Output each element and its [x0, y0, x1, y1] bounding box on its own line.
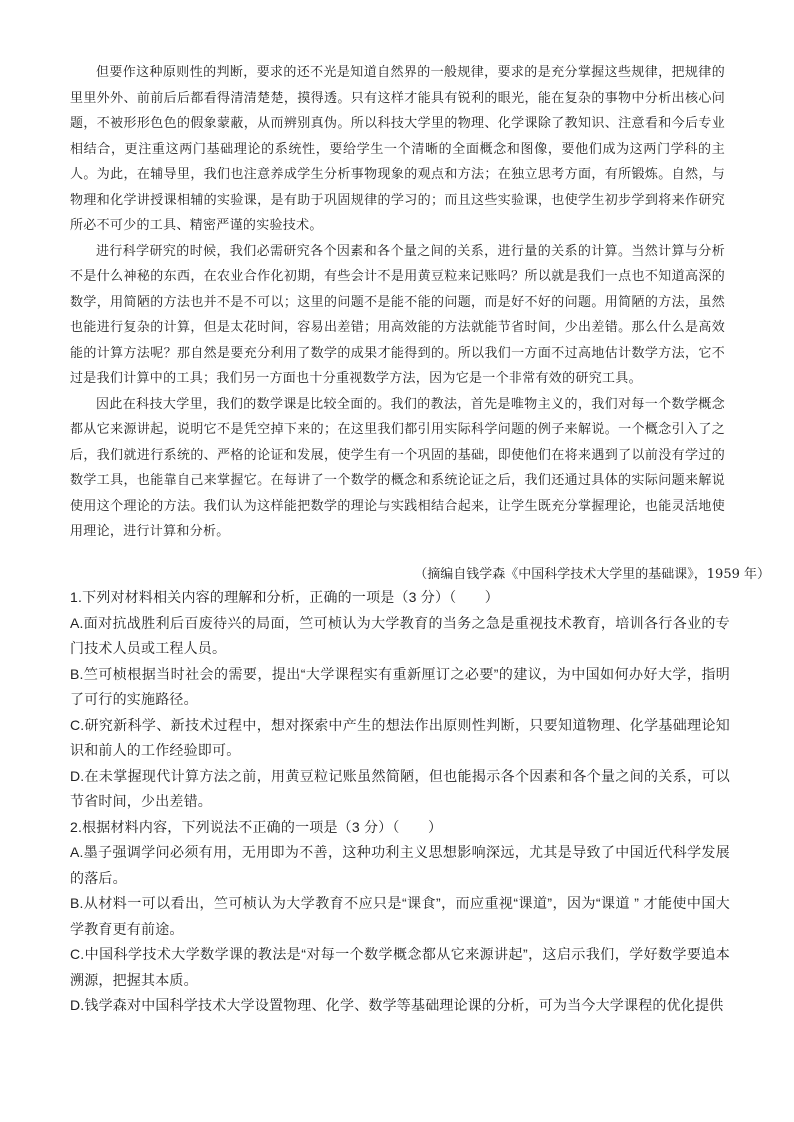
passage-paragraph-3: 因此在科技大学里，我们的数学课是比较全面的。我们的教法，首先是唯物主义的，我们对每一个数学概念都从它来源讲起，说明它不是凭空掉下来的；在这里我们都引用实际科学问题的例子来解说。一个概念引入了之后，我们就进行系统的、严格的论证和发展，使学生有一个巩固的基础，即使他们在将来遇到了以前没有学过的数学工具，也能靠自己来掌握它。在每讲了一个数学的概念和系统论证之后，我们还通过具体的实际问题来解说使用这个理论的方法。我们认为这样能把数学的理论与实践相结合起来，让学生既充分掌握理论，也能灵活地使用理论，进行计算和分析。	[70, 396, 725, 539]
question-stem: 1.下列对材料相关内容的理解和分析，正确的一项是（3 分）（ ）	[70, 589, 499, 605]
option-a: A.面对抗战胜利后百废待兴的局面，竺可桢认为大学教育的当务之急是重视技术教育，培训各行各业的专门技术人员或工程人员。	[70, 614, 730, 656]
question-1	[70, 585, 730, 815]
passage-paragraph-2: 进行科学研究的时候，我们必需研究各个因素和各个量之间的关系，进行量的关系的计算。当然计算与分析不是什么神秘的东西，在农业合作化初期，有些会计不是用黄豆粒来记账吗？所以就是我们一点也不知道高深的数学，用简陋的方法也并不是不可以；这里的问题不是能不能的问题，而是好不好的问题。用简陋的方法，虽然也能进行复杂的计算，但是太花时间，容易出差错；用高效能的方法就能节省时间，少出差错。那么什么是高效能的计算方法呢？那自然是要充分利用了数学的成果才能得到的。所以我们一方面不过高地估计数学方法，它不过是我们计算中的工具；我们另一方面也十分重视数学方法，因为它是一个非常有效的研究工具。	[70, 243, 725, 386]
option-c: C.中国科学技术大学数学课的教法是“对每一个数学概念都从它来源讲起”，这启示我们，学好数学要追本溯源，把握其本质。	[70, 946, 730, 988]
option-d: D.钱学森对中国科学技术大学设置物理、化学、数学等基础理论课的分析，可为当今大学课程的优化提供	[70, 997, 724, 1013]
option-d: D.在未掌握现代计算方法之前，用黄豆粒记账虽然简陋，但也能揭示各个因素和各个量之间的关系，可以节省时间，少出差错。	[70, 767, 730, 809]
question-2	[70, 815, 730, 1019]
passage-paragraph-1: 但要作这种原则性的判断，要求的还不光是知道自然界的一般规律，要求的是充分掌握这些规律，把规律的里里外外、前前后后都看得清清楚楚，摸得透。只有这样才能具有锐利的眼光，能在复杂的事物中分析出核心问题，不被形形色色的假象蒙蔽，从而辨别真伪。所以科技大学里的物理、化学课除了教知识、注意看和今后专业相结合，更注重这两门基础理论的系统性，要给学生一个清晰的全面概念和图像，要他们成为这两门学科的主人。为此，在辅导里，我们也注意养成学生分析事物现象的观点和方法；在独立思考方面，有所锻炼。自然，与物理和化学讲授课相辅的实验课，是有助于巩固规律的学习的；而且这些实验课，也使学生初步学到将来作研究所必不可少的工具、精密严谨的实验技术。	[70, 65, 725, 233]
option-b: B.从材料一可以看出，竺可桢认为大学教育不应只是“课食”，而应重视“课道”，因为“课道 ” 才能使中国大学教育更有前途。	[70, 895, 730, 937]
question-list	[70, 585, 730, 1019]
option-c: C.研究新科学、新技术过程中，想对探索中产生的想法作出原则性判断，只要知道物理、化学基础理论知识和前人的工作经验即可。	[70, 716, 730, 758]
passage-source: （摘编自钱学森《中国科学技术大学里的基础课》，1959 年）	[414, 567, 770, 582]
reading-passage	[70, 60, 725, 545]
option-a: A.墨子强调学问必须有用，无用即为不善，这种功利主义思想影响深远，尤其是导致了中国近代科学发展的落后。	[70, 844, 730, 886]
question-stem: 2.根据材料内容，下列说法不正确的一项是（3 分）（ ）	[70, 818, 443, 835]
option-b: B.竺可桢根据当时社会的需要，提出“大学课程实有重新厘订之必要”的建议，为中国如何办好大学，指明了可行的实施路径。	[70, 665, 730, 707]
